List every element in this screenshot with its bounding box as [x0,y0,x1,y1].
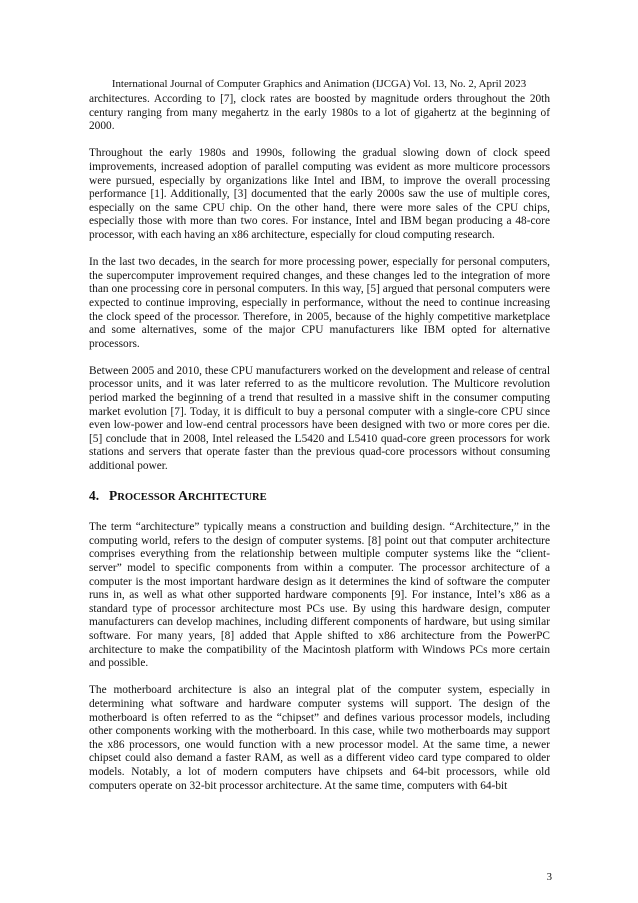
paragraph-personal-computers: In the last two decades, in the search for more processing power, especially for personal computers, the supercomputer improvement required changes, and these changes led to the integration of more than one processing core in personal computers. In this way, [5] argued that personal computers were expected to continue improving, especially in performance, without the need to continue increasing the clock speed of the processor. Therefore, in 2005, because of the highly competitive marketplace and some alternatives, some of the major CPU manufacturers like IBM opted for alternative processors. [89,256,550,350]
running-header: International Journal of Computer Graphics and Animation (IJCGA) Vol. 13, No. 2, April 2023 [111,78,527,90]
paragraph-motherboard-architecture: The motherboard architecture is also an integral plat of the computer system, especially in determining what software and hardware computer systems will support. The design of the motherboard is often referred to as the “chipset” and defines various processor models, including other components working with the motherboard. In this case, while two motherboards may support the x86 processors, one would function with a new processor model. At the same time, a newer chipset could also demand a faster RAM, as well as a different video card type compared to older models. Notably, a lot of modern computers have chipsets and 64-bit processors, while old computers operate on 32-bit processor architecture. At the same time, computers with 64-bit [89,684,550,792]
paragraph-multicore-adoption: Throughout the early 1980s and 1990s, following the gradual slowing down of clock speed improvements, increased adoption of parallel computing was evident as more multicore processors were pursued, especially by organizations like Intel and IBM, to improve the overall processing performance [1]. Additionally, [3] documented that the early 2000s saw the use of multiple cores, especially on the same CPU chip. On the other hand, there were more sales of the CPU chips, especially those with more than two cores. For instance, Intel and IBM began producing a 48-core processor, with each having an x86 architecture, especially for cloud computing research. [89,147,550,241]
section-title-rest-1: ROCESSOR [117,492,179,504]
section-heading [89,487,550,506]
section-number: 4. [89,488,100,504]
paragraph-architecture-term: The term “architecture” typically means a construction and building design. “Architecture,” in the computing world, refers to the design of computer systems. [8] point out that computer architecture comprises everything from the relationship between multiple computer systems like the “client-server” model to specific components from within a computer. The processor architecture of a computer is the most important hardware design as it determines the kind of software the computer runs in, as well as what other supported hardware components [9]. For instance, Intel’s x86 as a standard type of processor architecture most PCs use. By using this hardware design, computer manufacturers can develop machines, including different components of hardware, but using similar software. For many years, [8] added that Apple shifted to x86 architecture from the PowerPC architecture to make the compatibility of the Macintosh platform with Windows PCs more certain and possible. [89,521,550,670]
section-title-initial-2: A [178,488,188,504]
body-text [89,93,550,807]
paragraph-multicore-revolution: Between 2005 and 2010, these CPU manufacturers worked on the development and release of central processor units, and it was later referred to as the multicore revolution. The Multicore revolution period marked the beginning of a trend that resulted in a massive shift in the consumer computing market evolution [7]. Today, it is difficult to buy a personal computer with a single-core CPU since even low-power and low-end central processors have been designed with two or more cores per die. [5] conclude that in 2008, Intel released the L5420 and L5410 quad-core green processors for work stations and servers that operate faster than the previous quad-core processors without consuming additional power. [89,364,550,473]
paragraph-clock-rates: architectures. According to [7], clock rates are boosted by magnitude orders throughout the 20th century ranging from many megahertz in the early 1980s to a lot of gigahertz at the beginning of 2000. [89,93,550,133]
section-title-initial-1: P [109,488,118,504]
page-number: 3 [546,871,552,883]
section-title-rest-2: RCHITECTURE [187,492,267,504]
